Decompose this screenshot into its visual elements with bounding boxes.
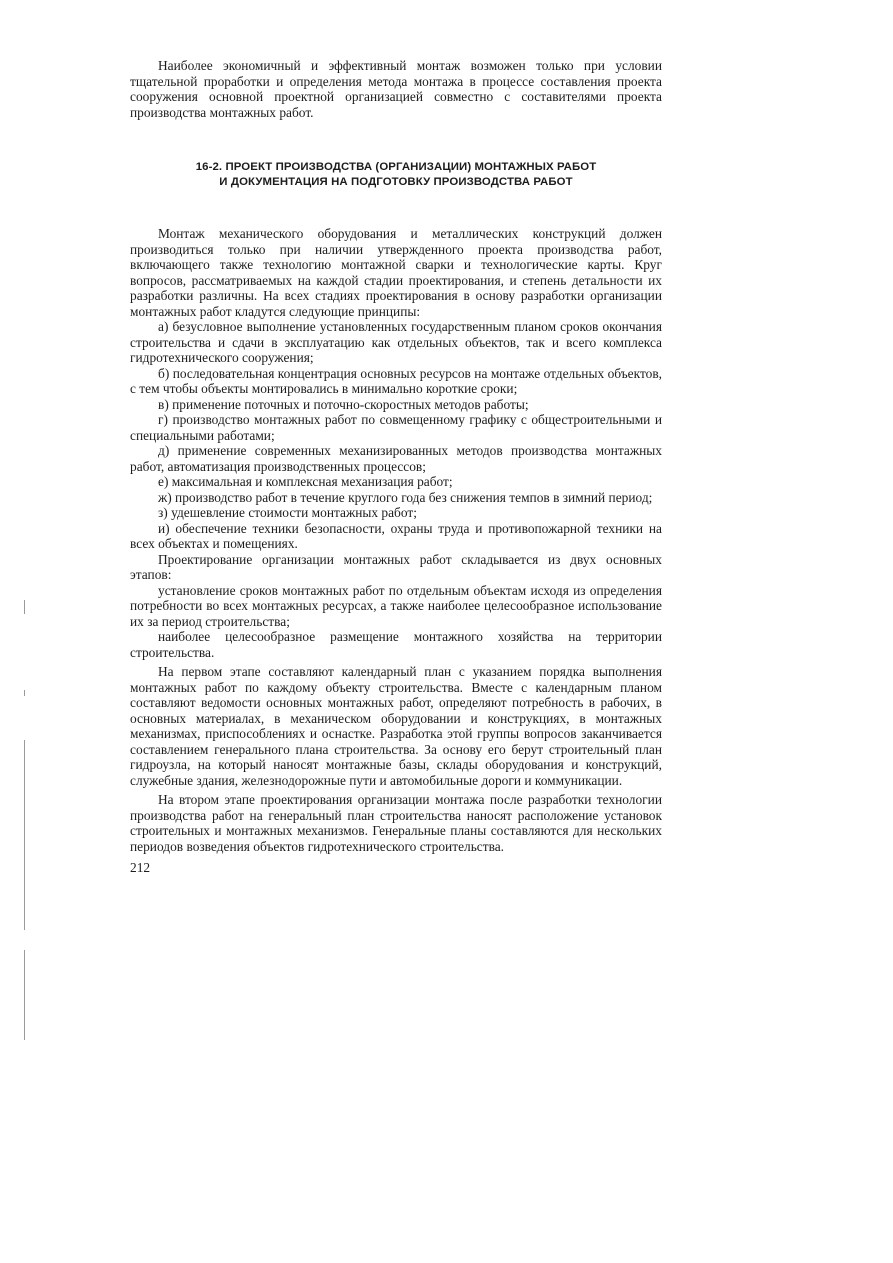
- document-page: [130, 58, 662, 875]
- paragraph-first-stage: На первом этапе составляют календарный план с указанием порядка выполнения монтажных работ по каждому объекту строительства. Вместе с календарным планом составляют ведомости основных монтажных работ, определяют потребность в рабочих, в основных материалах, в механическом оборудовании и конструкциях, в монтажных механизмах, приспособлениях и оснастке. Разработка этой группы вопросов заканчивается составлением генерального плана строительства. За основу его берут строительный план гидроузла, на который наносят монтажные базы, склады оборудования и конструкций, служебные здания, железнодорожные пути и автомобильные дороги и коммуникации.: [130, 664, 662, 788]
- paragraph-stages-intro: Проектирование организации монтажных работ складывается из двух основных этапов:: [130, 551, 662, 582]
- principle-item-e: е) максимальная и комплексная механизация работ;: [158, 474, 453, 489]
- principle-item-d: д) применение современных механизированных методов производства монтажных работ, автоматизация производственных процессов;: [130, 443, 662, 474]
- principle-item-i: и) обеспечение техники безопасности, охраны труда и противопожарной техники на всех объектах и помещениях.: [130, 520, 662, 551]
- section-heading-line-1: 16-2. ПРОЕКТ ПРОИЗВОДСТВА (ОРГАНИЗАЦИИ) МОНТАЖНЫХ РАБОТ: [195, 161, 597, 173]
- paragraph-principles-intro: Монтаж механического оборудования и металлических конструкций должен производиться только при наличии утвержденного проекта производства работ, включающего также технологию монтажной сварки и технологические карты. Круг вопросов, рассматриваемых на каждой стадии проектирования, и степень детальности их разработки различны. На всех стадиях проектирования в основу разработки организации монтажных работ кладутся следующие принципы:: [130, 226, 662, 319]
- principle-item-v: в) применение поточных и поточно-скоростных методов работы;: [158, 396, 529, 412]
- principle-item-b: б) последовательная концентрация основных ресурсов на монтаже отдельных объектов, с тем чтобы объекты монтировались в минимально короткие сроки;: [130, 365, 662, 396]
- stage-item-2: наиболее целесообразное размещение монтажного хозяйства на территории строительства.: [130, 629, 662, 660]
- stage-item-1: установление сроков монтажных работ по отдельным объектам исходя из определения потребности во всех монтажных ресурсах, а также наиболее целесообразное использование их за период строительства;: [130, 582, 662, 629]
- paragraph-second-stage: На втором этапе проектирования организации монтажа после разработки технологии производства работ на генеральный план строительства наносят расположение установок строительных и монтажных механизмов. Генеральные планы составляются для нескольких периодов возведения объектов гидротехнического строительства.: [130, 792, 662, 854]
- intro-paragraph: Наиболее экономичный и эффективный монтаж возможен только при условии тщательной проработки и определения метода монтажа в процессе составления проекта сооружения основной проектной организацией совместно с составителями проекта производства монтажных работ.: [130, 58, 662, 120]
- principle-item-a: а) безусловное выполнение установленных государственным планом сроков окончания строительства и сдачи в эксплуатацию как отдельных объектов, так и всего комплекса гидротехнического сооружения;: [130, 319, 662, 365]
- principle-item-z: з) удешевление стоимости монтажных работ;: [158, 505, 417, 520]
- binding-margin-marks: [24, 590, 30, 1050]
- section-heading: [130, 160, 662, 190]
- section-heading-line-2: И ДОКУМЕНТАЦИЯ НА ПОДГОТОВКУ ПРОИЗВОДСТВА РАБОТ: [219, 176, 573, 188]
- page-number: 212: [130, 860, 151, 875]
- principle-item-g: г) производство монтажных работ по совмещенному графику с общестроительными и специальными работами;: [130, 412, 662, 443]
- principle-item-zh: ж) производство работ в течение круглого года без снижения темпов в зимний период;: [158, 489, 653, 505]
